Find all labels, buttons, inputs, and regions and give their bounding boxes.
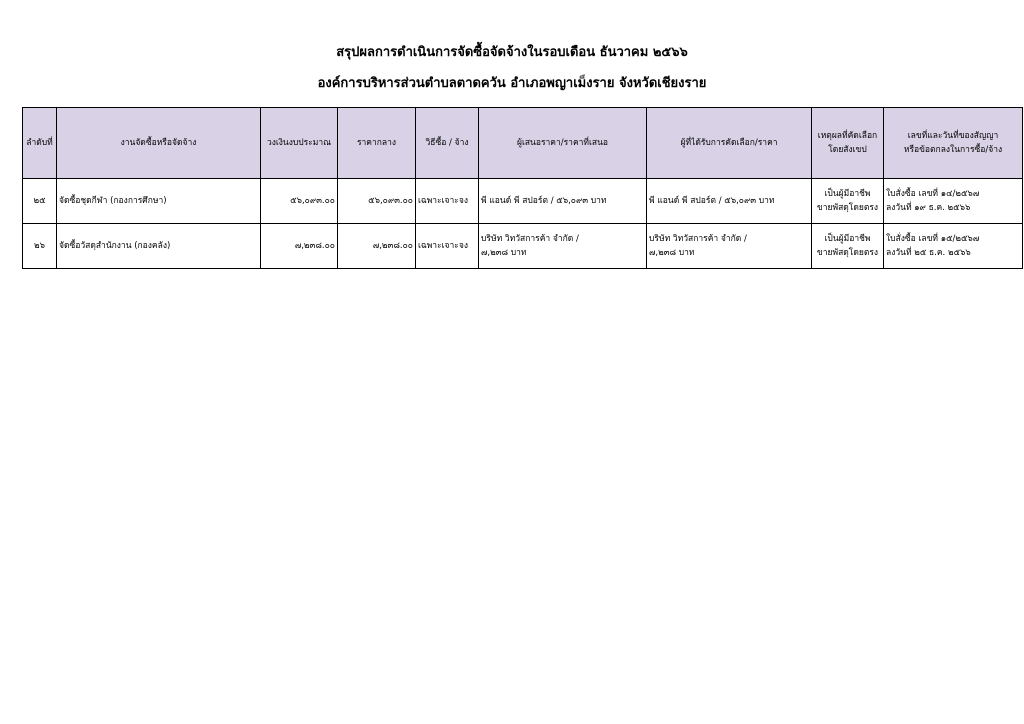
row-budget: ๕๖,๐๙๓.๐๐	[261, 179, 338, 224]
row-contract: ใบสั่งซื้อ เลขที่ ๑๕/๒๕๖๗ ลงวันที่ ๒๕ ธ.ค. ๒๕๖๖	[884, 224, 1023, 269]
page-title: สรุปผลการดำเนินการจัดซื้อจัดจ้างในรอบเดือน ธันวาคม ๒๕๖๖	[336, 45, 688, 60]
row-number: ๒๖	[23, 224, 57, 269]
col-header-winner: ผู้ที่ได้รับการคัดเลือก/ราคา	[647, 108, 812, 179]
row-contract: ใบสั่งซื้อ เลขที่ ๑๔/๒๕๖๗ ลงวันที่ ๑๙ ธ.ค. ๒๕๖๖	[884, 179, 1023, 224]
row-item: จัดซื้อวัสดุสำนักงาน (กองคลัง)	[57, 224, 261, 269]
col-header-median-price: ราคากลาง	[338, 108, 416, 179]
col-header-item: งานจัดซื้อหรือจัดจ้าง	[57, 108, 261, 179]
row-reason: เป็นผู้มีอาชีพ ขายพัสดุโดยตรง	[812, 179, 884, 224]
row-number: ๒๕	[23, 179, 57, 224]
page-subtitle: องค์การบริหารส่วนตำบลตาดควัน อำเภอพญาเม็งราย จังหวัดเชียงราย	[317, 76, 707, 91]
col-header-contract: เลขที่และวันที่ของสัญญา หรือข้อตกลงในการซื้อ/จ้าง	[884, 108, 1023, 179]
col-header-budget: วงเงินงบประมาณ	[261, 108, 338, 179]
row-winner: พี แอนด์ พี สปอร์ต / ๕๖,๐๙๓ บาท	[647, 179, 812, 224]
row-winner: บริษัท วิทวัสการค้า จำกัด / ๗,๒๓๘ บาท	[647, 224, 812, 269]
col-header-number: ลำดับที่	[23, 108, 57, 179]
col-header-bidder: ผู้เสนอราคา/ราคาที่เสนอ	[479, 108, 647, 179]
row-budget: ๗,๒๓๘.๐๐	[261, 224, 338, 269]
row-bidder: พี แอนด์ พี สปอร์ต / ๕๖,๐๙๓ บาท	[479, 179, 647, 224]
table-header-row	[23, 108, 1023, 179]
row-reason: เป็นผู้มีอาชีพ ขายพัสดุโดยตรง	[812, 224, 884, 269]
row-median-price: ๗,๒๓๘.๐๐	[338, 224, 416, 269]
row-median-price: ๕๖,๐๙๓.๐๐	[338, 179, 416, 224]
row-bidder: บริษัท วิทวัสการค้า จำกัด / ๗,๒๓๘ บาท	[479, 224, 647, 269]
col-header-reason: เหตุผลที่คัดเลือก โดยสังเขป	[812, 108, 884, 179]
row-method: เฉพาะเจาะจง	[416, 179, 479, 224]
row-item: จัดซื้อชุดกีฬา (กองการศึกษา)	[57, 179, 261, 224]
row-method: เฉพาะเจาะจง	[416, 224, 479, 269]
col-header-method: วิธีซื้อ / จ้าง	[416, 108, 479, 179]
table-row	[23, 179, 1023, 224]
table-row	[23, 224, 1023, 269]
procurement-table	[22, 107, 1023, 269]
